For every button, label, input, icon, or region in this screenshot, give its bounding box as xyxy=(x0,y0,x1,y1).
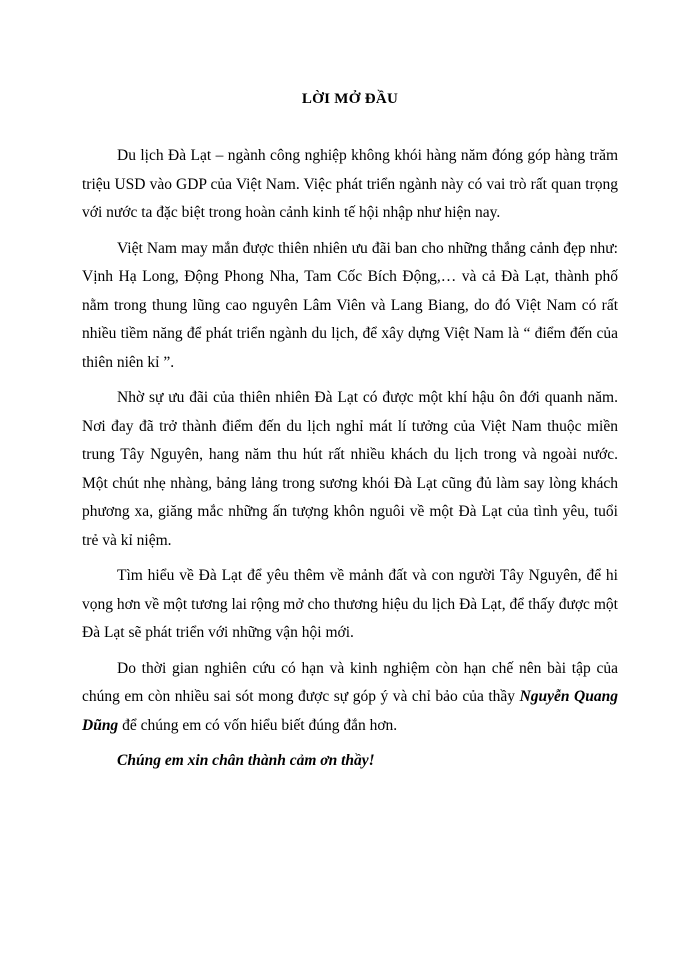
paragraph-3: Nhờ sự ưu đãi của thiên nhiên Đà Lạt có được một khí hậu ôn đới quanh năm. Nơi đay đã trở thành điểm đến du lịch nghỉ mát lí tưởng của Việt Nam thuộc miền trung Tây Nguyên, hang năm thu hút rất nhiều khách du lịch trong và ngoài nước. Một chút nhẹ nhàng, bảng lảng trong sương khói Đà Lạt cũng đủ làm say lòng khách phương xa, giăng mắc những ấn tượng khôn nguôi về một Đà Lạt của tình yêu, tuổi trẻ và kỉ niệm. xyxy=(82,389,618,549)
document-body xyxy=(82,142,618,783)
teacher-name: Nguyễn Quang Dũng xyxy=(82,688,618,734)
page-title: LỜI MỞ ĐẦU xyxy=(301,91,399,107)
paragraph-2: Việt Nam may mắn được thiên nhiên ưu đãi ban cho những thắng cảnh đẹp như: Vịnh Hạ Long, Động Phong Nha, Tam Cốc Bích Động,… và cả Đà Lạt, thành phố nằm trong thung lũng cao nguyên Lâm Viên và Lang Biang, do đó Việt Nam có rất nhiều tiềm năng để phát triển ngành du lịch, để xây dựng Việt Nam là “ điểm đến của thiên niên kỉ ”. xyxy=(82,239,618,371)
paragraph-5-end: để chúng em có vốn hiểu biết đúng đắn hơn. xyxy=(118,716,398,734)
paragraph-4: Tìm hiểu về Đà Lạt để yêu thêm về mảnh đất và con người Tây Nguyên, để hi vọng hơn về một tương lai rộng mở cho thương hiệu du lịch Đà Lạt, để thấy được một Đà Lạt sẽ phát triển với những vận hội mới. xyxy=(82,567,618,641)
paragraph-5 xyxy=(82,655,618,741)
paragraph-1: Du lịch Đà Lạt – ngành công nghiệp không khói hàng năm đóng góp hàng trăm triệu USD vào GDP của Việt Nam. Việc phát triển ngành này có vai trò rất quan trọng với nước ta đặc biệt trong hoàn cảnh kinh tế hội nhập như hiện nay. xyxy=(82,147,618,221)
paragraph-5-text: Do thời gian nghiên cứu có hạn và kinh nghiệm còn hạn chế nên bài tập của chúng em còn nhiều sai sót mong được sự góp ý và chỉ bảo của thầy xyxy=(82,659,618,705)
closing-line: Chúng em xin chân thành cảm ơn thầy! xyxy=(117,752,375,769)
